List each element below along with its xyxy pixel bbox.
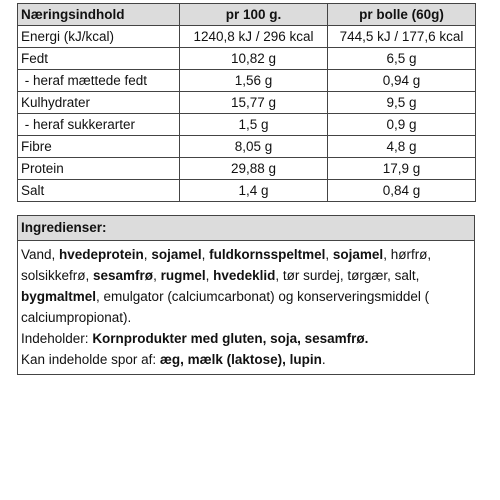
ingredient-allergen: hvedeklid [213,268,276,283]
ingredient-text: , tør surdej, tørgær, salt, [275,268,420,283]
ingredient-text: , [205,268,214,283]
header-per-100g: pr 100 g. [180,4,328,26]
nutrient-label: Energi (kJ/kcal) [18,26,180,48]
table-row [18,92,476,114]
ingredient-text: , emulgator (calciumcarbonat) og konserveringsmiddel ( calciumpropionat). [21,289,430,325]
value-per-bun: 0,84 g [328,180,476,202]
traces-end: . [321,352,326,367]
nutrient-label: - heraf mættede fedt [18,70,180,92]
ingredient-allergen: bygmaltmel [21,289,97,304]
value-per-bun: 6,5 g [328,48,476,70]
nutrition-table [17,3,476,202]
value-per-100g: 10,82 g [180,48,328,70]
ingredient-text: Vand, [21,247,60,262]
table-row [18,70,476,92]
nutrient-label: Protein [18,158,180,180]
nutrient-label: Salt [18,180,180,202]
nutrient-label: Fedt [18,48,180,70]
contains-label: Indeholder: [21,331,93,346]
ingredient-allergen: sesamfrø [93,268,154,283]
value-per-100g: 8,05 g [180,136,328,158]
value-per-100g: 1,56 g [180,70,328,92]
ingredient-allergen: sojamel [151,247,202,262]
ingredient-allergen: sojamel [332,247,384,262]
value-per-100g: 1,5 g [180,114,328,136]
value-per-bun: 4,8 g [328,136,476,158]
header-nutrient: Næringsindhold [18,4,180,26]
value-per-bun: 9,5 g [328,92,476,114]
header-per-bun: pr bolle (60g) [328,4,476,26]
ingredient-text: , hørfrø, solsikkefrø, [21,247,432,283]
ingredient-text: , [143,247,152,262]
traces-label: Kan indeholde spor af: [21,352,160,367]
table-row [18,158,476,180]
table-row [18,180,476,202]
table-row [18,136,476,158]
value-per-100g: 1240,8 kJ / 296 kcal [180,26,328,48]
table-row [18,48,476,70]
contains-line [21,328,471,349]
contains-value: Kornprodukter med gluten, soja, sesamfrø. [92,331,369,346]
ingredients-list [21,244,471,328]
ingredient-text: , [153,268,161,283]
ingredient-text: , [325,247,333,262]
value-per-100g: 15,77 g [180,92,328,114]
value-per-bun: 17,9 g [328,158,476,180]
value-per-bun: 0,94 g [328,70,476,92]
table-header-row [18,4,476,26]
value-per-bun: 744,5 kJ / 177,6 kcal [328,26,476,48]
ingredients-body [18,241,474,374]
value-per-100g: 1,4 g [180,180,328,202]
value-per-100g: 29,88 g [180,158,328,180]
ingredient-allergen: fuldkornsspeltmel [209,247,326,262]
table-row [18,26,476,48]
traces-line [21,349,471,370]
nutrient-label: Kulhydrater [18,92,180,114]
ingredients-title: Ingredienser: [18,216,474,241]
traces-value: æg, mælk (laktose), lupin [159,352,322,367]
ingredient-text: , [201,247,210,262]
table-row [18,114,476,136]
nutrient-label: Fibre [18,136,180,158]
ingredient-allergen: rugmel [160,268,206,283]
nutrient-label: - heraf sukkerarter [18,114,180,136]
value-per-bun: 0,9 g [328,114,476,136]
ingredients-box [17,215,475,375]
ingredient-allergen: hvedeprotein [59,247,144,262]
